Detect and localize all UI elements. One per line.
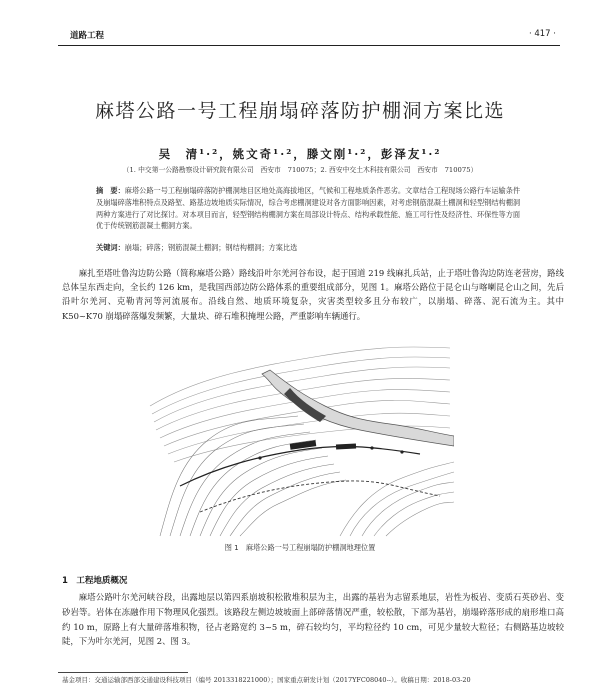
- location-map-figure: [140, 336, 454, 540]
- keywords: [96, 242, 524, 254]
- section-heading: 1 工程地质概况: [62, 576, 128, 586]
- survey-point: [258, 456, 261, 459]
- intro-paragraph: 麻扎至塔吐鲁沟边防公路（简称麻塔公路）路线沿叶尔羌河谷布设，起于国道 219 线麻扎兵站，止于塔吐鲁沟边防连老营房，路线总体呈东西走向，全长约 126 km，是我国西部边防公路体系的重要组成部分，见图 1。麻塔公路位于昆仑山与喀喇昆仑山之间，先后沿叶尔羌河、克勒青河等河流展布。沿线自然、地质环境复杂，灾害类型较多且分布较广，以崩塌、碎落、泥石流为主。其中 K50~K70 崩塌碎落爆发频繁，大量块、碎石堆积掩埋公路，严重影响车辆通行。: [62, 268, 564, 321]
- figure-caption: 图 1 麻塔公路一号工程崩塌防护棚洞地理位置: [224, 543, 376, 552]
- keywords-text: 崩塌；碎落；钢筋混凝土棚洞；钢结构棚洞；方案比选: [124, 243, 298, 252]
- abstract-text: 麻塔公路一号工程崩塌碎落防护棚洞地目区地处高海拔地区，气候和工程地质条件恶劣。文章结合工程现场公路行车运输条件及崩塌碎落堆积特点及路堑、路基边坡地质实际情况，综合考虑棚洞建设对各方面影响因素，对考虑钢筋混凝土棚洞和轻型钢结构棚洞两种方案进行了对比探讨。对本项目而言，轻型钢结构棚洞方案在局部设计特点、结构承载性能、施工可行性及经济性、环保性等方面优于传统钢筋混凝土棚洞方案。: [96, 186, 521, 231]
- page-number: · 417 ·: [528, 29, 556, 39]
- authors: 吴 清¹·²，姚文奇¹·²，滕文刚¹·²，彭泽友¹·²: [158, 147, 442, 161]
- paper-title: 麻塔公路一号工程崩塌碎落防护棚洞方案比选: [94, 100, 505, 122]
- footnote-rule: [58, 672, 188, 673]
- running-head: [58, 28, 560, 42]
- shed-location-marker: [336, 443, 356, 449]
- journal-section-name: 道路工程: [70, 31, 105, 41]
- footnote: 基金项目：交通运输部西部交通建设科技项目（编号 2013318221000）；国家重点研发计划（2017YFC08040--）。收稿日期：2018-03-20: [62, 676, 471, 684]
- topographic-map: [140, 336, 454, 540]
- survey-point: [370, 446, 373, 449]
- header-rule: [58, 45, 560, 46]
- affiliation: （1. 中交第一公路勘察设计研究院有限公司 西安市 710075；2. 西安中交土木科技有限公司 西安市 710075）: [122, 166, 478, 174]
- keywords-label: 关键词：: [96, 243, 125, 252]
- abstract-label: 摘 要：: [96, 186, 125, 195]
- survey-point: [400, 450, 403, 453]
- section-body: 麻塔公路叶尔羌河峡谷段，出露地层以第四系崩坡积松散堆积层为主，出露的基岩为志留系地层，岩性为板岩、变质石英砂岩、变砂岩等。岩体在冻融作用下物理风化强烈。该路段左侧边坡坡面上部碎落情况严重，较松散，下部为基岩，崩塌碎落形成的扇形堆口高约 10 m，原路上有大量碎落堆积物，径占老路宽约 3~5 m，碎石较均匀，平均粒径约 10 cm，可见少量较大粒径；右侧路基边坡较陡，下为叶尔羌河，见图 2、图 3。: [62, 592, 564, 647]
- abstract: [96, 185, 524, 232]
